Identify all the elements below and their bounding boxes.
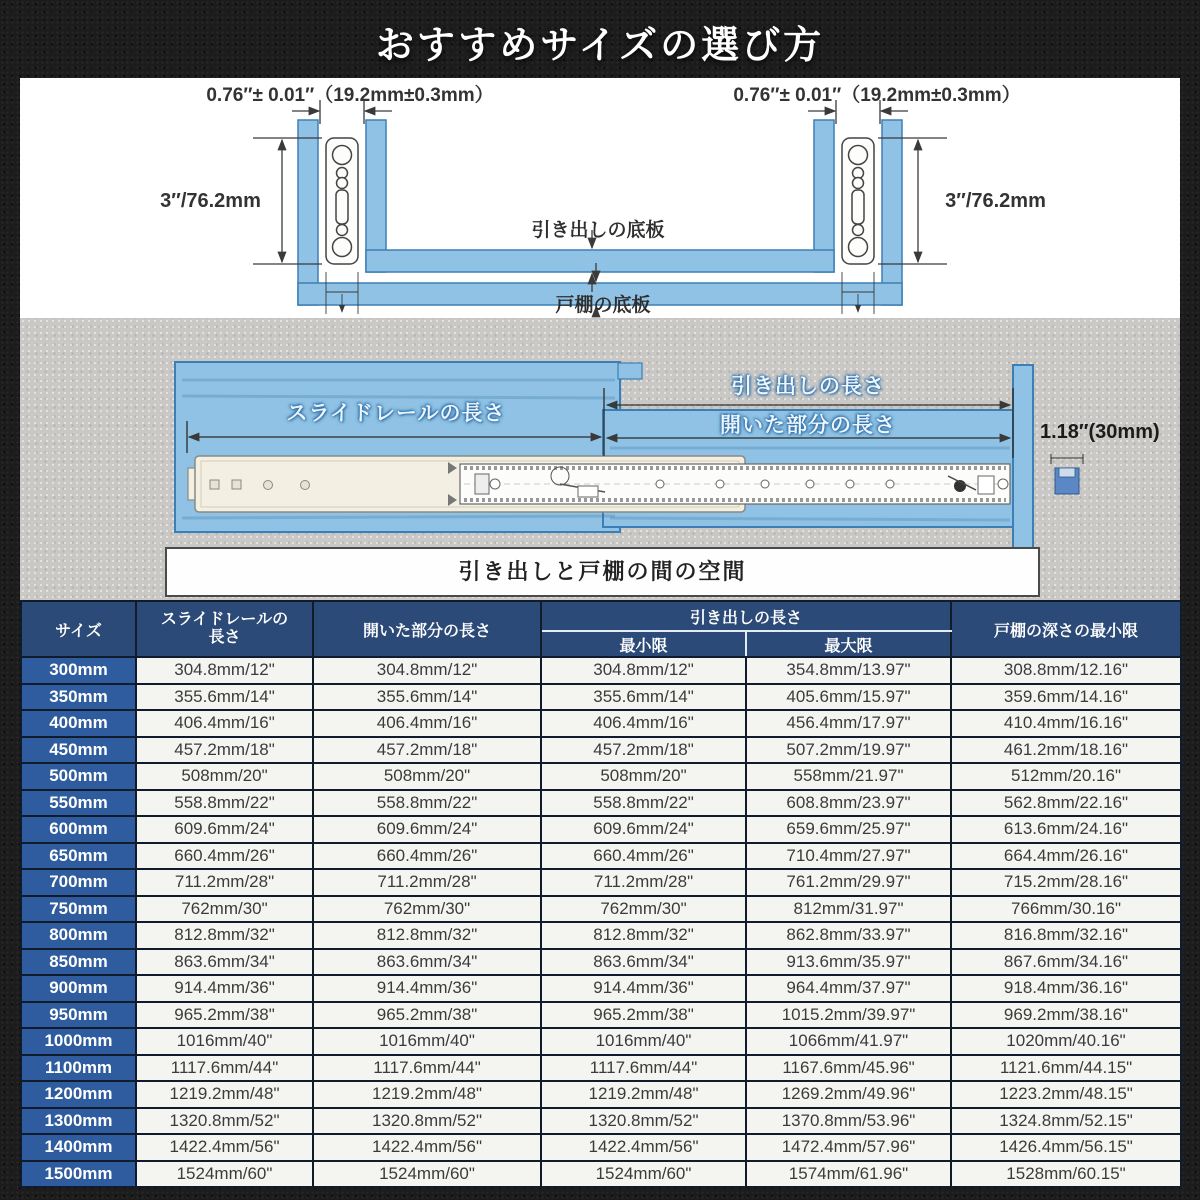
value-cell: 969.2mm/38.16"	[951, 1002, 1181, 1029]
size-table	[20, 600, 1182, 1188]
value-cell: 762mm/30"	[541, 896, 746, 923]
value-cell: 359.6mm/14.16"	[951, 684, 1181, 711]
right-cabinet-wall	[882, 120, 902, 305]
value-cell: 1524mm/60"	[136, 1161, 313, 1188]
size-cell: 900mm	[21, 975, 136, 1002]
value-cell: 355.6mm/14"	[136, 684, 313, 711]
size-cell: 550mm	[21, 790, 136, 817]
table-row	[21, 737, 1181, 764]
table-row	[21, 1055, 1181, 1082]
value-cell: 457.2mm/18"	[136, 737, 313, 764]
value-cell: 812.8mm/32"	[136, 922, 313, 949]
value-cell: 1020mm/40.16"	[951, 1028, 1181, 1055]
value-cell: 1320.8mm/52"	[541, 1108, 746, 1135]
value-cell: 1016mm/40"	[313, 1028, 541, 1055]
value-cell: 762mm/30"	[313, 896, 541, 923]
value-cell: 1223.2mm/48.15"	[951, 1081, 1181, 1108]
col-header-drawer-min: 最小限	[541, 631, 746, 657]
value-cell: 1066mm/41.97"	[746, 1028, 951, 1055]
table-row	[21, 763, 1181, 790]
table-row	[21, 790, 1181, 817]
extension-panel	[20, 318, 1180, 600]
drawer-bottom-label: 引き出しの底板	[531, 220, 665, 241]
slot-width-label-left: 0.76″± 0.01″（19.2mm±0.3mm）	[206, 85, 494, 106]
rear-clip	[1051, 454, 1083, 494]
col-header-drawer-length-group: 引き出しの長さ	[541, 601, 951, 631]
table-row	[21, 869, 1181, 896]
open-part-length-label: 開いた部分の長さ	[720, 414, 896, 437]
cabinet-bracket	[618, 363, 642, 379]
value-cell: 512mm/20.16"	[951, 763, 1181, 790]
value-cell: 660.4mm/26"	[541, 843, 746, 870]
value-cell: 711.2mm/28"	[136, 869, 313, 896]
value-cell: 461.2mm/18.16"	[951, 737, 1181, 764]
value-cell: 507.2mm/19.97"	[746, 737, 951, 764]
value-cell: 608.8mm/23.97"	[746, 790, 951, 817]
table-row	[21, 843, 1181, 870]
col-header-drawer-max: 最大限	[746, 631, 951, 657]
page-title: おすすめサイズの選び方	[375, 25, 825, 67]
value-cell: 711.2mm/28"	[541, 869, 746, 896]
value-cell: 913.6mm/35.97"	[746, 949, 951, 976]
value-cell: 405.6mm/15.97"	[746, 684, 951, 711]
rear-gap-label: 1.18″(30mm)	[1040, 421, 1160, 443]
value-cell: 613.6mm/24.16"	[951, 816, 1181, 843]
value-cell: 711.2mm/28"	[313, 869, 541, 896]
value-cell: 304.8mm/12"	[136, 657, 313, 684]
value-cell: 558.8mm/22"	[313, 790, 541, 817]
value-cell: 308.8mm/12.16"	[951, 657, 1181, 684]
value-cell: 1320.8mm/52"	[313, 1108, 541, 1135]
size-cell: 350mm	[21, 684, 136, 711]
value-cell: 660.4mm/26"	[136, 843, 313, 870]
size-cell: 1200mm	[21, 1081, 136, 1108]
value-cell: 1016mm/40"	[541, 1028, 746, 1055]
value-cell: 609.6mm/24"	[136, 816, 313, 843]
size-cell: 850mm	[21, 949, 136, 976]
table-row	[21, 1134, 1181, 1161]
size-cell: 750mm	[21, 896, 136, 923]
size-table-body	[21, 657, 1181, 1187]
value-cell: 1219.2mm/48"	[136, 1081, 313, 1108]
size-cell: 300mm	[21, 657, 136, 684]
value-cell: 918.4mm/36.16"	[951, 975, 1181, 1002]
value-cell: 964.4mm/37.97"	[746, 975, 951, 1002]
value-cell: 1121.6mm/44.15"	[951, 1055, 1181, 1082]
table-row	[21, 1081, 1181, 1108]
value-cell: 609.6mm/24"	[313, 816, 541, 843]
value-cell: 1524mm/60"	[541, 1161, 746, 1188]
value-cell: 304.8mm/12"	[541, 657, 746, 684]
table-row	[21, 657, 1181, 684]
value-cell: 1269.2mm/49.96"	[746, 1081, 951, 1108]
rail-height-label-left: 3″/76.2mm	[160, 190, 261, 212]
value-cell: 1472.4mm/57.96"	[746, 1134, 951, 1161]
value-cell: 456.4mm/17.97"	[746, 710, 951, 737]
table-row	[21, 1002, 1181, 1029]
value-cell: 863.6mm/34"	[136, 949, 313, 976]
table-row	[21, 949, 1181, 976]
rail-cross-section-right	[842, 138, 874, 264]
drawer-bottom-plate	[366, 250, 834, 272]
value-cell: 406.4mm/16"	[313, 710, 541, 737]
value-cell: 562.8mm/22.16"	[951, 790, 1181, 817]
value-cell: 862.8mm/33.97"	[746, 922, 951, 949]
cabinet-bottom-label: 戸棚の底板	[555, 295, 651, 316]
value-cell: 812mm/31.97"	[746, 896, 951, 923]
value-cell: 965.2mm/38"	[313, 1002, 541, 1029]
left-cabinet-wall	[298, 120, 318, 305]
value-cell: 508mm/20"	[541, 763, 746, 790]
value-cell: 558mm/21.97"	[746, 763, 951, 790]
value-cell: 762mm/30"	[136, 896, 313, 923]
value-cell: 1117.6mm/44"	[541, 1055, 746, 1082]
value-cell: 457.2mm/18"	[541, 737, 746, 764]
value-cell: 410.4mm/16.16"	[951, 710, 1181, 737]
value-cell: 1117.6mm/44"	[136, 1055, 313, 1082]
size-cell: 450mm	[21, 737, 136, 764]
value-cell: 1167.6mm/45.96"	[746, 1055, 951, 1082]
slot-width-label-right: 0.76″± 0.01″（19.2mm±0.3mm）	[733, 85, 1021, 106]
value-cell: 659.6mm/25.97"	[746, 816, 951, 843]
table-row	[21, 1161, 1181, 1188]
size-cell: 400mm	[21, 710, 136, 737]
table-row	[21, 896, 1181, 923]
value-cell: 1426.4mm/56.15"	[951, 1134, 1181, 1161]
size-cell: 1400mm	[21, 1134, 136, 1161]
cross-section-panel	[20, 78, 1180, 318]
value-cell: 1370.8mm/53.96"	[746, 1108, 951, 1135]
size-cell: 500mm	[21, 763, 136, 790]
table-row	[21, 816, 1181, 843]
table-row	[21, 922, 1181, 949]
table-row	[21, 684, 1181, 711]
value-cell: 1528mm/60.15"	[951, 1161, 1181, 1188]
value-cell: 863.6mm/34"	[541, 949, 746, 976]
table-row	[21, 975, 1181, 1002]
value-cell: 1422.4mm/56"	[136, 1134, 313, 1161]
value-cell: 715.2mm/28.16"	[951, 869, 1181, 896]
value-cell: 354.8mm/13.97"	[746, 657, 951, 684]
value-cell: 863.6mm/34"	[313, 949, 541, 976]
value-cell: 1015.2mm/39.97"	[746, 1002, 951, 1029]
value-cell: 914.4mm/36"	[136, 975, 313, 1002]
size-cell: 950mm	[21, 1002, 136, 1029]
size-cell: 650mm	[21, 843, 136, 870]
value-cell: 761.2mm/29.97"	[746, 869, 951, 896]
size-cell: 800mm	[21, 922, 136, 949]
value-cell: 558.8mm/22"	[136, 790, 313, 817]
cabinet-and-drawer-panels	[298, 120, 902, 305]
value-cell: 1016mm/40"	[136, 1028, 313, 1055]
table-row	[21, 1028, 1181, 1055]
value-cell: 1524mm/60"	[313, 1161, 541, 1188]
size-cell: 1100mm	[21, 1055, 136, 1082]
value-cell: 1422.4mm/56"	[313, 1134, 541, 1161]
value-cell: 508mm/20"	[136, 763, 313, 790]
rail-length-label: スライドレールの長さ	[286, 402, 506, 425]
table-row	[21, 710, 1181, 737]
slide-rail-drawing	[188, 456, 1010, 512]
value-cell: 914.4mm/36"	[313, 975, 541, 1002]
value-cell: 1219.2mm/48"	[541, 1081, 746, 1108]
value-cell: 710.4mm/27.97"	[746, 843, 951, 870]
size-cell: 1000mm	[21, 1028, 136, 1055]
size-cell: 600mm	[21, 816, 136, 843]
left-drawer-wall	[366, 120, 386, 272]
col-header-rail-length	[136, 601, 313, 657]
right-drawer-wall	[814, 120, 834, 272]
value-cell: 1117.6mm/44"	[313, 1055, 541, 1082]
value-cell: 664.4mm/26.16"	[951, 843, 1181, 870]
value-cell: 1219.2mm/48"	[313, 1081, 541, 1108]
value-cell: 965.2mm/38"	[136, 1002, 313, 1029]
size-table-section	[20, 600, 1180, 1188]
space-note-box: 引き出しと戸棚の間の空間	[165, 547, 1040, 597]
value-cell: 660.4mm/26"	[313, 843, 541, 870]
value-cell: 1324.8mm/52.15"	[951, 1108, 1181, 1135]
rail-cross-section-left	[326, 138, 358, 264]
col-header-open-part: 開いた部分の長さ	[313, 601, 541, 657]
size-cell: 1500mm	[21, 1161, 136, 1188]
col-header-cabinet-depth: 戸棚の深さの最小限	[951, 601, 1181, 657]
table-row	[21, 1108, 1181, 1135]
value-cell: 355.6mm/14"	[541, 684, 746, 711]
value-cell: 609.6mm/24"	[541, 816, 746, 843]
size-cell: 700mm	[21, 869, 136, 896]
value-cell: 1422.4mm/56"	[541, 1134, 746, 1161]
value-cell: 558.8mm/22"	[541, 790, 746, 817]
value-cell: 812.8mm/32"	[313, 922, 541, 949]
value-cell: 914.4mm/36"	[541, 975, 746, 1002]
size-cell: 1300mm	[21, 1108, 136, 1135]
value-cell: 812.8mm/32"	[541, 922, 746, 949]
col-header-rail-length-text: スライドレールの長さ	[160, 610, 289, 646]
value-cell: 816.8mm/32.16"	[951, 922, 1181, 949]
value-cell: 867.6mm/34.16"	[951, 949, 1181, 976]
drawer-length-label: 引き出しの長さ	[731, 375, 885, 398]
value-cell: 457.2mm/18"	[313, 737, 541, 764]
value-cell: 304.8mm/12"	[313, 657, 541, 684]
value-cell: 406.4mm/16"	[541, 710, 746, 737]
value-cell: 508mm/20"	[313, 763, 541, 790]
rail-height-label-right: 3″/76.2mm	[945, 190, 1046, 212]
col-header-size: サイズ	[21, 601, 136, 657]
value-cell: 355.6mm/14"	[313, 684, 541, 711]
value-cell: 406.4mm/16"	[136, 710, 313, 737]
value-cell: 965.2mm/38"	[541, 1002, 746, 1029]
value-cell: 1320.8mm/52"	[136, 1108, 313, 1135]
value-cell: 766mm/30.16"	[951, 896, 1181, 923]
value-cell: 1574mm/61.96"	[746, 1161, 951, 1188]
